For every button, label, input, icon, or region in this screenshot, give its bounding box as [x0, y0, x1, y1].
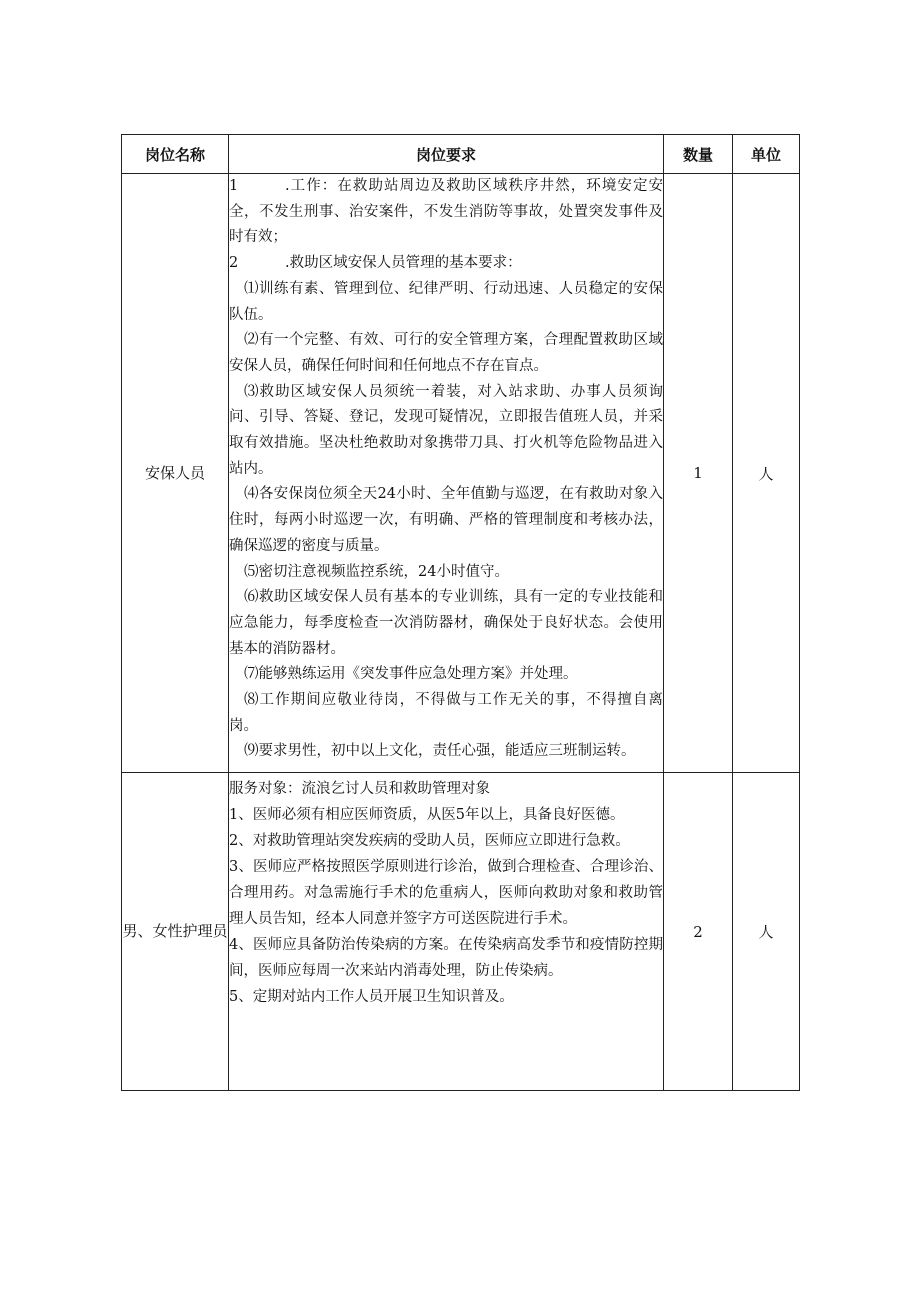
requirement-line [229, 174, 663, 251]
requirements-cell [229, 174, 664, 773]
requirement-line: ⑹救助区域安保人员有基本的专业训练，具有一定的专业技能和应急能力，每季度检查一次消防器材，确保处于良好状态。会使用基本的消防器材。 [229, 589, 663, 657]
requirements-cell [229, 773, 664, 1091]
requirement-line: 2、对救助管理站突发疾病的受助人员，医师应立即进行急救。 [229, 833, 630, 849]
requirement-line: 服务对象：流浪乞讨人员和救助管理对象 [229, 781, 490, 797]
requirement-line: ⑻工作期间应敬业待岗，不得做与工作无关的事，不得擅自离岗。 [229, 692, 663, 734]
unit-cell: 人 [733, 174, 800, 773]
requirement-line: ⑴训练有素、管理到位、纪律严明、行动迅速、人员稳定的安保队伍。 [229, 280, 663, 323]
header-requirements: 岗位要求 [229, 135, 664, 174]
requirement-line: 1、医师必须有相应医师资质，从医5年以上，具备良好医德。 [229, 807, 625, 823]
job-requirements-table [121, 134, 800, 1091]
quantity-cell: 2 [664, 773, 733, 1091]
header-quantity: 数量 [664, 135, 733, 174]
requirement-line: ⑶救助区域安保人员须统一着装，对入站求助、办事人员须询问、引导、答疑、登记，发现可疑情况，立即报告值班人员，并采取有效措施。坚决杜绝救助对象携带刀具、打火机等危险物品进入站内。 [229, 383, 663, 477]
requirement-number: 2 [229, 255, 239, 272]
position-name-cell: 安保人员 [122, 174, 229, 773]
requirements-clip [229, 776, 663, 1084]
requirement-line: ⑷各安保岗位须全天24小时、全年值勤与巡逻，在有救助对象入住时，每两小时巡逻一次，有明确、严格的管理制度和考核办法，确保巡逻的密度与质量。 [229, 486, 663, 554]
table-row [122, 174, 800, 773]
requirement-line: 4、医师应具备防治传染病的方案。在传染病高发季节和疫情防控期间，医师应每周一次来站内消毒处理，防止传染病。 [229, 937, 663, 979]
requirement-number: 1 [229, 178, 239, 194]
table-row [122, 773, 800, 1091]
quantity-cell: 1 [664, 174, 733, 773]
requirement-text: .工作：在救助站周边及救助区域秩序井然，环境安定安全，不发生刑事、治安案件，不发生消防等事故，处置突发事件及时有效； [229, 178, 663, 246]
requirement-line: ⑼要求男性，初中以上文化，责任心强，能适应三班制运转。 [244, 743, 636, 760]
header-position-name: 岗位名称 [122, 135, 229, 174]
requirement-line [229, 251, 663, 277]
requirement-line: ⑵有一个完整、有效、可行的安全管理方案，合理配置救助区域安保人员，确保任何时间和任何地点不存在盲点。 [229, 332, 663, 374]
requirement-line: 5、定期对站内工作人员开展卫生知识普及。 [229, 989, 514, 1005]
requirement-line: ⑸密切注意视频监控系统，24小时值守。 [244, 563, 509, 580]
table-header-row [122, 135, 800, 174]
requirement-line: 3、医师应严格按照医学原则进行诊治，做到合理检查、合理诊治、合理用药。对急需施行手术的危重病人，医师向救助对象和救助管理人员告知，经本人同意并签字方可送医院进行手术。 [229, 859, 663, 927]
position-name-cell: 男、女性护理员 [122, 773, 229, 1091]
requirement-text: .救助区域安保人员管理的基本要求： [285, 255, 522, 272]
unit-cell: 人 [733, 773, 800, 1091]
header-unit: 单位 [733, 135, 800, 174]
requirement-line: ⑺能够熟练运用《突发事件应急处理方案》并处理。 [244, 666, 578, 683]
